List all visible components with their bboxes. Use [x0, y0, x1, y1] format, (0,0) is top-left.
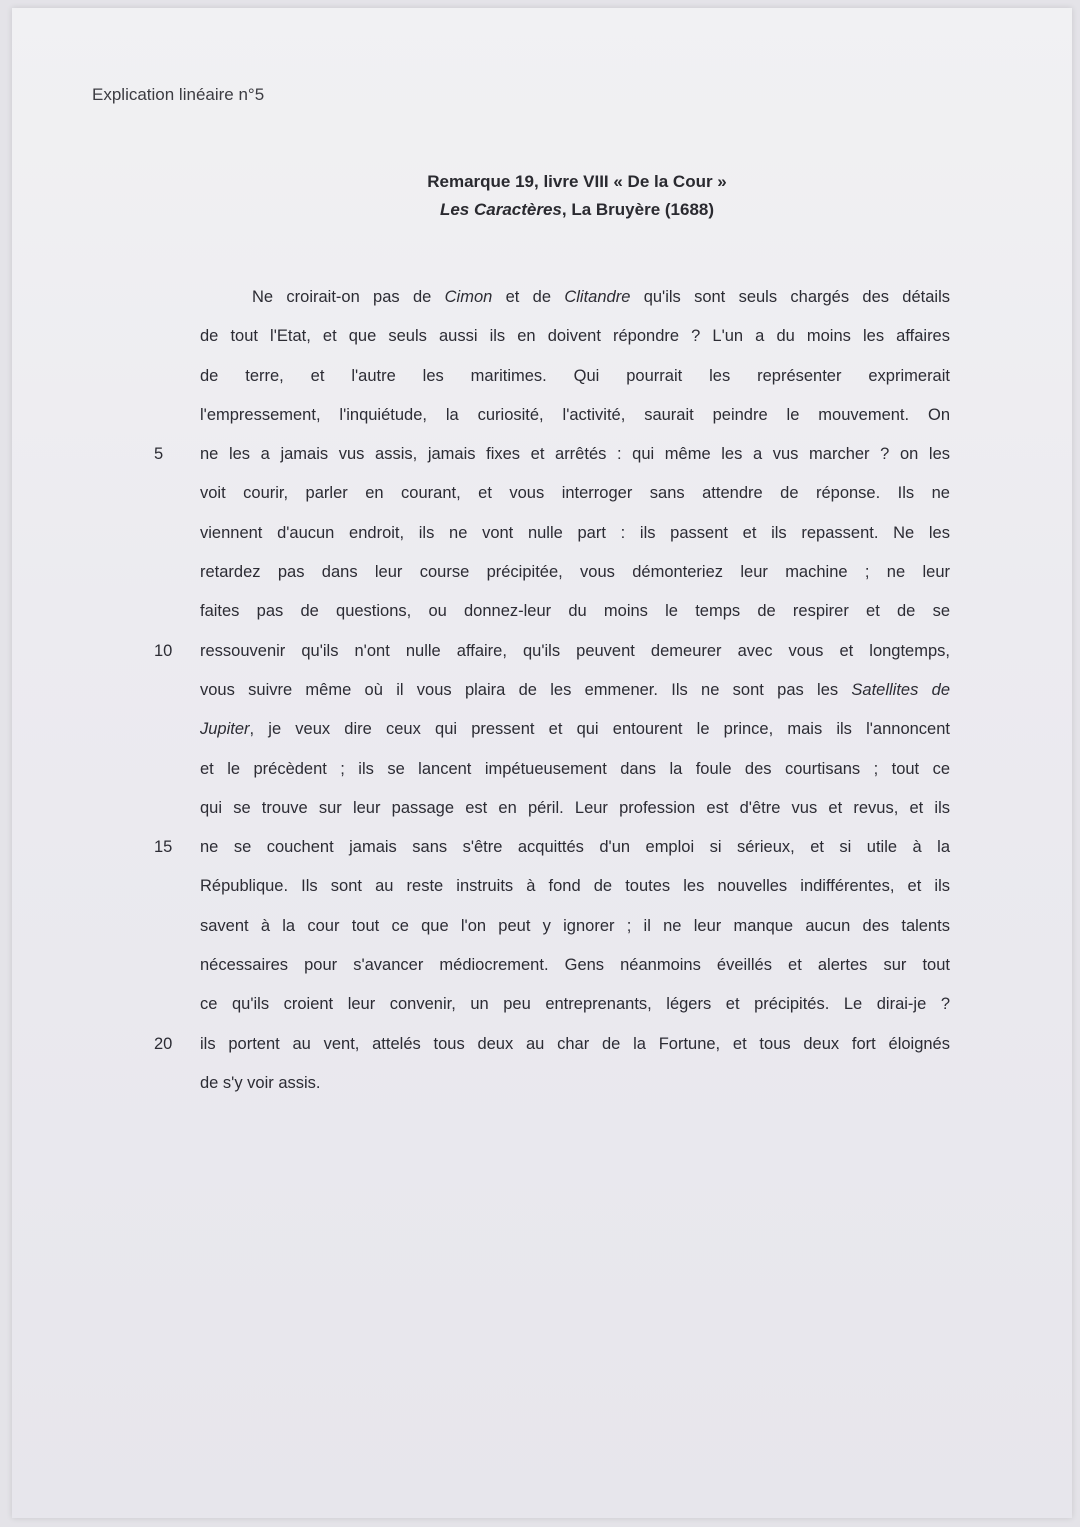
- text-line: faites pas de questions, ou donnez-leur du moins le temps de respirer et de se: [200, 602, 950, 621]
- line-number: 15: [154, 838, 173, 857]
- italic-term: Jupiter: [200, 720, 250, 739]
- work-title: Les Caractères: [439, 200, 562, 219]
- italic-term: Satellites de: [851, 680, 950, 699]
- document-title: Remarque 19, livre VIII « De la Cour »: [427, 172, 727, 191]
- text-line: Ne croirait-on pas de Cimon et de Clitandre qu'ils sont seuls chargés des détails: [252, 288, 950, 306]
- text-line: savent à la cour tout ce que l'on peut y ignorer ; il ne leur manque aucun des talents: [200, 916, 950, 935]
- document-page: [12, 8, 1072, 1518]
- text-line: viennent d'aucun endroit, ils ne vont nulle part : ils passent et ils repassent. Ne les: [200, 523, 950, 542]
- text-line: 10 ressouvenir qu'ils n'ont nulle affaire, qu'ils peuvent demeurer avec vous et longtemps,: [200, 632, 950, 671]
- line-number: 5: [154, 445, 164, 464]
- text-line: 5 ne les a jamais vus assis, jamais fixes et arrêtés : qui même les a vus marcher ? on les: [200, 435, 950, 474]
- text-line: voit courir, parler en courant, et vous interroger sans attendre de réponse. Ils ne: [200, 484, 950, 503]
- document-subtitle: [12, 196, 1080, 224]
- text-line: qui se trouve sur leur passage est en péril. Leur profession est d'être vus et revus, et ils: [200, 798, 950, 817]
- text-line: de tout l'Etat, et que seuls aussi ils en doivent répondre ? L'un a du moins les affaires: [200, 327, 950, 346]
- author-date: , La Bruyère (1688): [561, 200, 715, 219]
- text-line: République. Ils sont au reste instruits à fond de toutes les nouvelles indifférentes, et ils: [200, 877, 950, 896]
- text-line: l'empressement, l'inquiétude, la curiosité, l'activité, saurait peindre le mouvement. On: [200, 405, 950, 424]
- document-header-label: Explication linéaire n°5: [92, 85, 265, 104]
- text-line: retardez pas dans leur course précipitée, vous démonteriez leur machine ; ne leur: [200, 563, 950, 582]
- text-line: nécessaires pour s'avancer médiocrement. Gens néanmoins éveillés et alertes sur tout: [200, 956, 950, 975]
- character-name: Cimon: [444, 288, 493, 306]
- text-line: 15 ne se couchent jamais sans s'être acquittés d'un emploi si sérieux, et si utile à la: [200, 828, 950, 867]
- text-line: vous suivre même où il vous plaira de les emmener. Ils ne sont pas les Satellites de: [200, 680, 950, 699]
- text-line: de s'y voir assis.: [200, 1073, 321, 1092]
- text-excerpt: [154, 278, 950, 1103]
- character-name: Clitandre: [564, 288, 631, 306]
- text-line: 20 ils portent au vent, attelés tous deux au char de la Fortune, et tous deux fort éloignés: [200, 1025, 950, 1064]
- text-line: de terre, et l'autre les maritimes. Qui pourrait les représenter exprimerait: [200, 366, 950, 385]
- text-line: et le précèdent ; ils se lancent impétueusement dans la foule des courtisans ; tout ce: [200, 759, 950, 778]
- text-line: Jupiter, je veux dire ceux qui pressent et qui entourent le prince, mais ils l'annoncent: [200, 720, 950, 739]
- line-number: 10: [154, 641, 173, 660]
- line-number: 20: [154, 1034, 173, 1053]
- text-line: ce qu'ils croient leur convenir, un peu entreprenants, légers et précipités. Le dirai-je ?: [200, 995, 950, 1014]
